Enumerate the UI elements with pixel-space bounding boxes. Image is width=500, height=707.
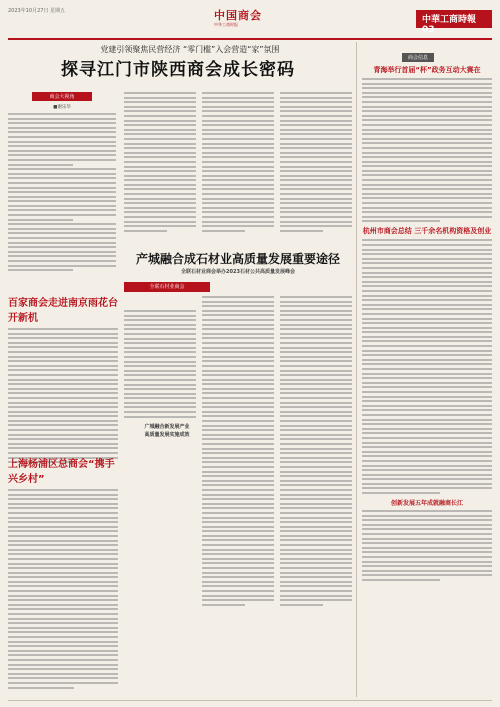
newspaper-sub: 中华工商时报 xyxy=(214,22,238,27)
masthead xyxy=(8,6,492,40)
article-2-title: 百家商会走进南京雨花台开新机 xyxy=(8,298,118,324)
right-title-3: 创新发展五年成就融商长江 xyxy=(390,500,463,508)
body-text xyxy=(8,113,116,271)
subhead-1: 广城融合新发展产业 xyxy=(144,424,190,430)
page-footer-rule xyxy=(8,700,492,701)
right-title-1: 青海举行首届“杯”政务互动大赛在 xyxy=(373,66,481,74)
right-title-2: 杭州市商会总结 三千余名机构资格及创业 xyxy=(362,227,492,236)
feature-headline: 产城融合成石材业高质量发展重要途径 xyxy=(135,252,340,266)
article-3-title: 上海杨浦区总商会“携手兴乡村” xyxy=(8,459,115,485)
body-text xyxy=(362,239,492,494)
left-article-2 xyxy=(8,294,118,466)
left-article-3 xyxy=(8,455,118,691)
body-text xyxy=(362,78,492,222)
headline-kicker: 党建引领聚焦民营经济 “零门槛”入会营造“家”氛围 xyxy=(100,45,280,54)
middle-column xyxy=(124,92,352,234)
section-band: 全联石材业商会 xyxy=(124,282,210,292)
body-text xyxy=(124,310,196,608)
body-text xyxy=(280,296,352,608)
subhead-2: 高质量发展实施成效 xyxy=(144,432,190,438)
left-column xyxy=(8,92,116,274)
body-text xyxy=(202,92,274,234)
feature-body xyxy=(124,296,352,608)
body-text xyxy=(8,489,118,689)
feature-subhead: 全联石材业商会举办2023石材公共高质量发展峰会 xyxy=(181,269,295,275)
body-text xyxy=(202,296,274,608)
column-divider xyxy=(356,42,357,697)
right-section-tag: 商会信息 xyxy=(402,53,434,62)
body-text xyxy=(124,92,196,234)
body-text xyxy=(280,92,352,234)
section-banner: 中華工商時報 03 xyxy=(416,10,492,28)
right-column xyxy=(362,44,492,584)
issue-date: 2023年10月27日 星期五 xyxy=(8,8,66,14)
byline: ■谢乐华 xyxy=(53,105,71,110)
section-tag: 商会大视角 xyxy=(32,92,92,101)
newspaper-logo: 中国商会 xyxy=(214,9,262,22)
feature-subheads xyxy=(124,422,210,439)
body-text xyxy=(362,510,492,581)
page-headline: 探寻江门市陕西商会成长密码 xyxy=(61,60,295,80)
body-text xyxy=(8,328,118,463)
